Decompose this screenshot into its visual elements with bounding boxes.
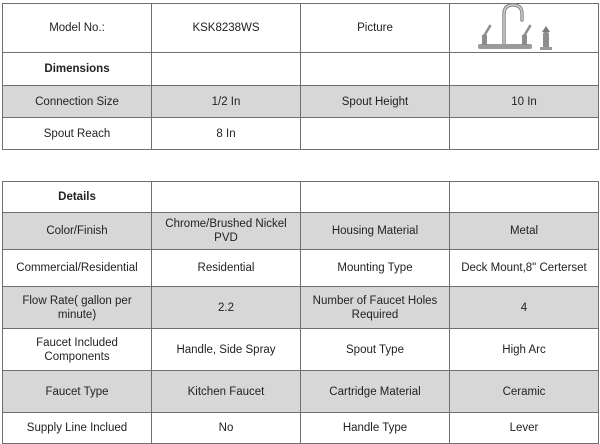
dimensions-heading: Dimensions (3, 53, 152, 86)
row-label: Number of Faucet Holes Required (301, 287, 450, 329)
connection-size-label: Connection Size (3, 86, 152, 118)
details-table (2, 181, 599, 444)
table-row (3, 213, 599, 250)
table-row (3, 250, 599, 287)
table-row (3, 371, 599, 413)
table-row (3, 413, 599, 444)
row-value: Lever (450, 413, 599, 444)
row-label: Color/Finish (3, 213, 152, 250)
spout-reach-value: 8 In (152, 118, 301, 150)
row-label: Commercial/Residential (3, 250, 152, 287)
faucet-image (470, 2, 580, 56)
row-value: 2.2 (152, 287, 301, 329)
row-label: Cartridge Material (301, 371, 450, 413)
row-label: Flow Rate( gallon per minute) (3, 287, 152, 329)
row-label: Mounting Type (301, 250, 450, 287)
row-value: Metal (450, 213, 599, 250)
connection-size-value: 1/2 In (152, 86, 301, 118)
spout-reach-label: Spout Reach (3, 118, 152, 150)
product-spec-table (2, 3, 599, 150)
table-row (3, 287, 599, 329)
row-label: Faucet Type (3, 371, 152, 413)
spout-height-label: Spout Height (301, 86, 450, 118)
faucet-picture-cell (450, 4, 599, 53)
model-label: Model No.: (3, 4, 152, 53)
row-value: Kitchen Faucet (152, 371, 301, 413)
row-value: Residential (152, 250, 301, 287)
picture-label: Picture (301, 4, 450, 53)
row-value: No (152, 413, 301, 444)
details-heading: Details (3, 182, 152, 213)
row-label: Supply Line Inclued (3, 413, 152, 444)
row-label: Housing Material (301, 213, 450, 250)
model-value: KSK8238WS (152, 4, 301, 53)
row-value: High Arc (450, 329, 599, 371)
row-value: 4 (450, 287, 599, 329)
row-value: Handle, Side Spray (152, 329, 301, 371)
spout-height-value: 10 In (450, 86, 599, 118)
row-label: Handle Type (301, 413, 450, 444)
row-label: Spout Type (301, 329, 450, 371)
row-value: Chrome/Brushed Nickel PVD (152, 213, 301, 250)
table-row (3, 329, 599, 371)
row-label: Faucet Included Components (3, 329, 152, 371)
row-value: Deck Mount,8" Certerset (450, 250, 599, 287)
row-value: Ceramic (450, 371, 599, 413)
